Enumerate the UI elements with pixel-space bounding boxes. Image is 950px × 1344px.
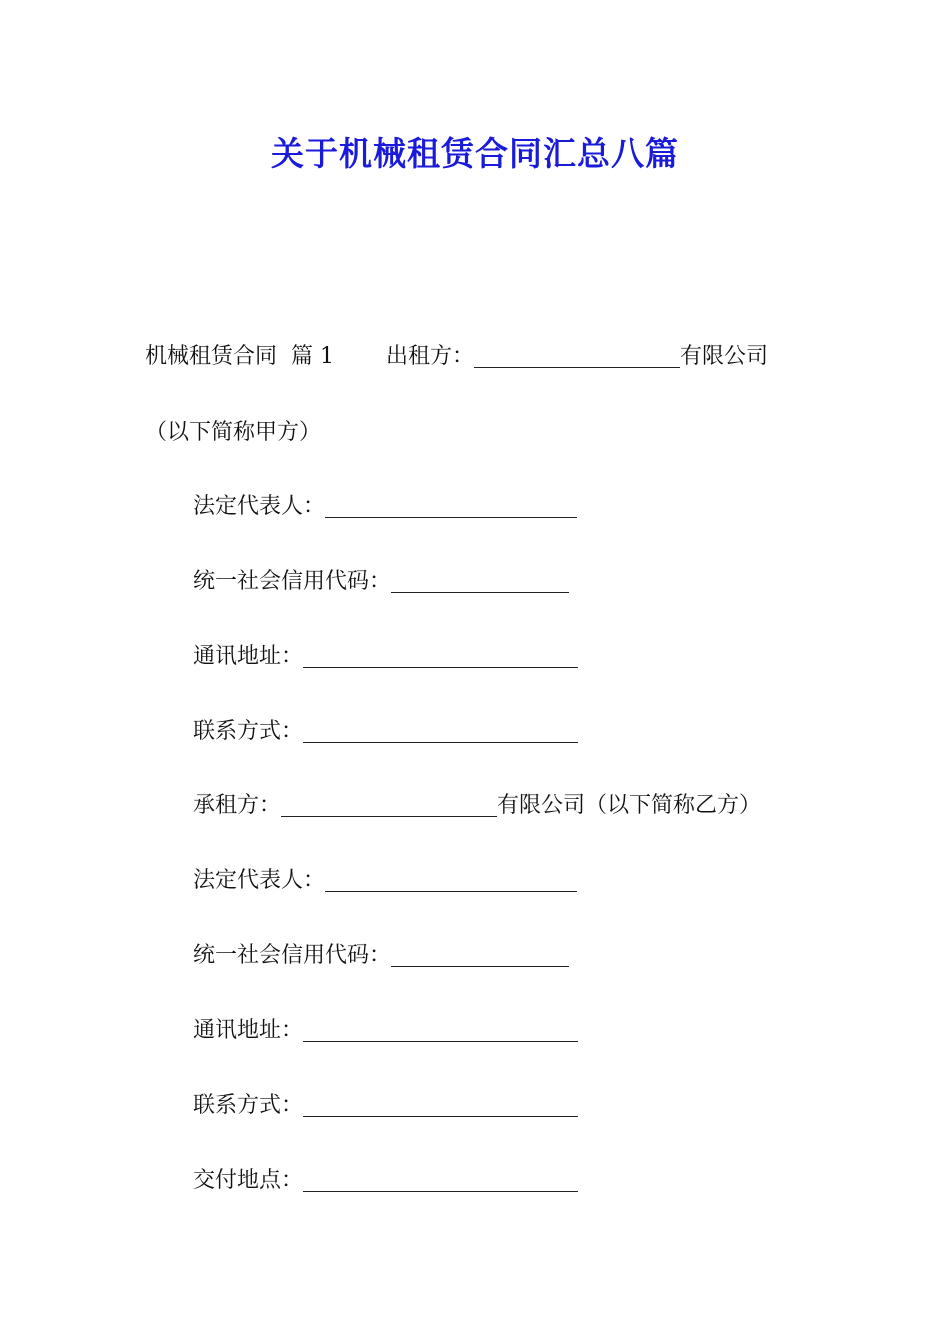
lessor-contact-blank[interactable] bbox=[303, 720, 578, 743]
delivery-location-blank[interactable] bbox=[303, 1169, 578, 1192]
lessor-suffix: 有限公司 bbox=[680, 344, 769, 369]
lessee-address-blank[interactable] bbox=[303, 1019, 578, 1042]
contract-name: 机械租赁合同 bbox=[145, 344, 278, 369]
lessor-legal-rep-line bbox=[193, 492, 577, 522]
field-label: 交付地点： bbox=[193, 1168, 304, 1193]
field-label: 通讯地址： bbox=[193, 644, 304, 669]
lessor-address-line bbox=[193, 642, 578, 672]
lessee-credit-code-line bbox=[193, 941, 569, 971]
lessee-address-line bbox=[193, 1016, 578, 1046]
field-label: 统一社会信用代码： bbox=[193, 569, 392, 594]
lessee-suffix: 有限公司（以下简称乙方） bbox=[497, 793, 762, 818]
lessor-alias: （以下简称甲方） bbox=[145, 420, 322, 445]
lessor-alias-line bbox=[145, 418, 321, 448]
lessor-credit-code-line bbox=[193, 567, 569, 597]
lessee-label: 承租方： bbox=[193, 793, 282, 818]
lessee-legal-rep-line bbox=[193, 866, 577, 896]
lessee-name-blank[interactable] bbox=[281, 794, 497, 817]
field-label: 统一社会信用代码： bbox=[193, 943, 392, 968]
field-label: 法定代表人： bbox=[193, 868, 326, 893]
field-label: 通讯地址： bbox=[193, 1018, 304, 1043]
lessee-line bbox=[193, 791, 761, 821]
delivery-location-line bbox=[193, 1166, 578, 1196]
lessor-address-blank[interactable] bbox=[303, 645, 578, 668]
document-title: 关于机械租赁合同汇总八篇 bbox=[271, 134, 679, 173]
intro-line bbox=[145, 342, 768, 372]
lessor-label: 出租方： bbox=[386, 344, 475, 369]
lessor-name-blank[interactable] bbox=[474, 345, 680, 368]
lessor-contact-line bbox=[193, 717, 578, 747]
field-label: 法定代表人： bbox=[193, 494, 326, 519]
field-label: 联系方式： bbox=[193, 1093, 304, 1118]
lessee-legal-rep-blank[interactable] bbox=[325, 869, 577, 892]
lessor-legal-rep-blank[interactable] bbox=[325, 495, 577, 518]
field-label: 联系方式： bbox=[193, 719, 304, 744]
chapter-label: 篇 1 bbox=[291, 344, 335, 369]
lessee-credit-code-blank[interactable] bbox=[391, 944, 569, 967]
lessee-contact-line bbox=[193, 1091, 578, 1121]
lessee-contact-blank[interactable] bbox=[303, 1094, 578, 1117]
lessor-credit-code-blank[interactable] bbox=[391, 570, 569, 593]
